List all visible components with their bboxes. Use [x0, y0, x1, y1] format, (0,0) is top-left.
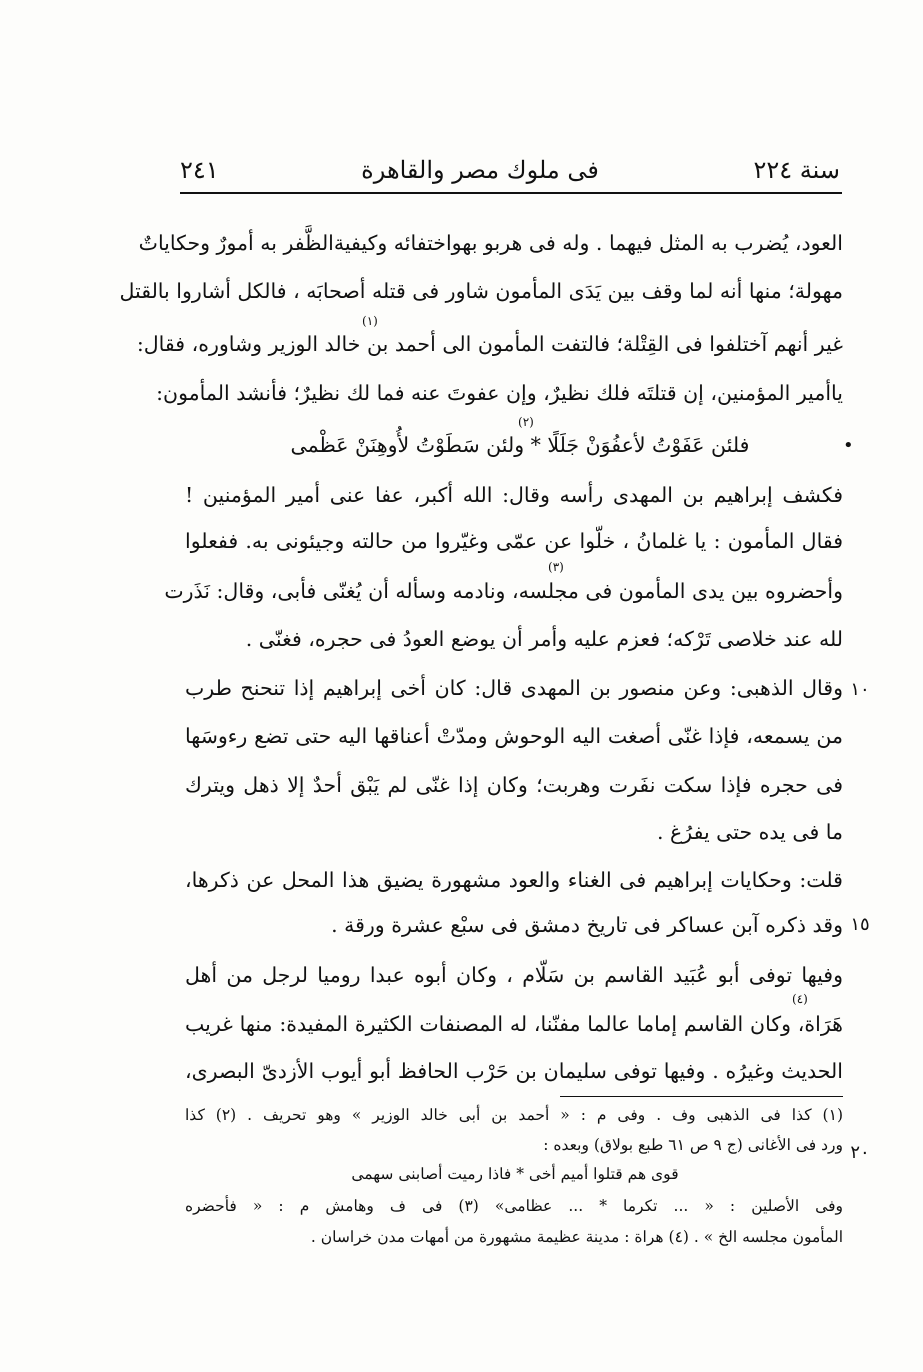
- footnote-marker: (٣): [548, 560, 564, 574]
- footnote-verse: قوى هم قتلوا أميم أخى * فاذا رميت أصابنى سهمى: [351, 1165, 679, 1183]
- header-title: فى ملوك مصر والقاهرة: [361, 156, 599, 184]
- footnote-marker: (٤): [792, 992, 808, 1006]
- margin-line-number: ٢٠: [850, 1142, 870, 1163]
- verse-marker: •: [843, 435, 854, 456]
- text-line: العود، يُضرب به المثل فيهما . وله فى هربو بهواختفائه وكيفيةالظَّفر به أمورٌ وحكاياتٌ: [138, 231, 843, 255]
- header-rule: [180, 192, 842, 194]
- text-line: فقال المأمون : يا غلمانُ ، خلّوا عن عمّى وغيّروا من حالته وجيئونى به. ففعلوا: [185, 529, 843, 553]
- text-line: مهولة؛ منها أنه لما وقف بين يَدَى المأمون شاور فى قتله أصحابَه ، فالكل أشاروا بالقتل: [119, 279, 843, 303]
- text-line: ما فى يده حتى يفرُغ .: [657, 820, 843, 844]
- text-line: هَرَاة، وكان القاسم إماما عالما مفنّنا، له المصنفات الكثيرة المفيدة: منها غريب: [185, 1012, 843, 1036]
- text-line: لله عند خلاصى تَرْكه؛ فعزم عليه وأمر أن يوضع العودُ فى حجره، فغنّى .: [245, 627, 843, 651]
- text-line: وقال الذهبى: وعن منصور بن المهدى قال: كان أخى إبراهيم إذا تنحنح طرب: [185, 676, 843, 700]
- text-line: من يسمعه، فإذا غنّى أصغت اليه الوحوش ومدّتْ أعناقها اليه حتى تضع رءوسَها: [185, 724, 843, 748]
- text-line: ياأمير المؤمنين، إن قتلتَه فلك نظيرٌ، وإن عفوتَ عنه فما لك نظيرٌ؛ فأنشد المأمون:: [156, 381, 843, 405]
- margin-line-number: ١٠: [850, 679, 870, 700]
- header-page-number: ٢٤١: [180, 156, 219, 184]
- text-line: فكشف إبراهيم بن المهدى رأسه وقال: الله أكبر، عفا عنى أمير المؤمنين !: [185, 483, 843, 507]
- text-line: وقد ذكره آبن عساكر فى تاريخ دمشق فى سبْع عشرة ورقة .: [331, 913, 843, 937]
- poetry-verse: فلئن عَفَوْتُ لأعفُوَنْ جَلَلًا * ولئن سَطَوْتُ لأُوهِنَنْ عَظْمى: [290, 433, 750, 457]
- text-line: وفيها توفى أبو عُبَيد القاسم بن سَلّام ، وكان أبوه عبدا روميا لرجل من أهل: [185, 963, 843, 987]
- text-line: فى حجره فإذا سكت نفَرت وهربت؛ وكان إذا غنّى لم يَبْق أحدٌ إلا ذهل ويترك: [185, 773, 843, 797]
- footnote-line: المأمون مجلسه الخ » . (٤) هراة : مدينة عظيمة مشهورة من أمهات مدن خراسان .: [310, 1228, 843, 1246]
- text-line: وأحضروه بين يدى المأمون فى مجلسه، ونادمه وسأله أن يُغنّى فأبى، وقال: نَذَرت: [164, 579, 843, 603]
- footnote-line: (١) كذا فى الذهبى وف . وفى م : « أحمد بن أبى خالد الوزير » وهو تحريف . (٢) كذا: [185, 1106, 843, 1124]
- margin-line-number: ١٥: [850, 914, 870, 935]
- header-year: سنة ٢٢٤: [753, 156, 840, 184]
- footnote-marker: (١): [362, 314, 378, 328]
- text-line: الحديث وغيرُه . وفيها توفى سليمان بن حَرْب الحافظ أبو أيوب الأزدىّ البصرى،: [185, 1059, 843, 1083]
- footnote-line: وفى الأصلين : « ... تكرما * ... عظامى» (٣) فى ف وهامش م : « فأحضره: [185, 1197, 843, 1215]
- footnote-line: ورد فى الأغانى (ج ٩ ص ٦١ طبع بولاق) وبعده :: [543, 1136, 843, 1154]
- footnote-rule: [560, 1096, 843, 1097]
- text-line: غير أنهم آختلفوا فى القِتْلة؛ فالتفت المأمون الى أحمد بن خالد الوزير وشاوره، فقال:: [136, 332, 843, 356]
- footnote-marker: (٢): [518, 415, 534, 429]
- text-line: قلت: وحكايات إبراهيم فى الغناء والعود مشهورة يضيق هذا المحل عن ذكرها،: [185, 868, 843, 892]
